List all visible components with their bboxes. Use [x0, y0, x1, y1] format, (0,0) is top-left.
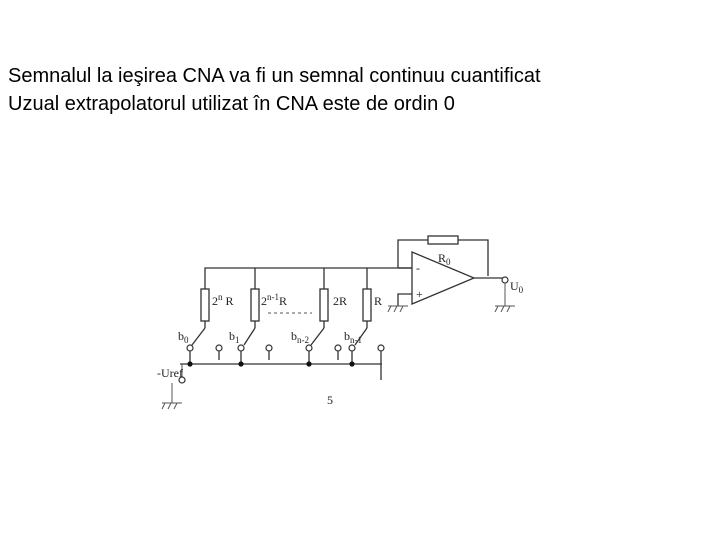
resistor-ladder	[201, 289, 382, 321]
resistor-label-3: R	[374, 294, 383, 308]
opamp-ground-icon	[388, 306, 408, 312]
opamp-minus-label: -	[416, 261, 420, 275]
slide-line-2: Uzual extrapolatorul utilizat în CNA este de ordin 0	[8, 93, 455, 115]
resistor-2n-r	[201, 289, 209, 321]
output-ground-icon	[495, 306, 515, 312]
opamp	[398, 252, 474, 306]
output-node	[474, 277, 524, 306]
bus-node	[349, 361, 354, 366]
bit-label-b1: $b_1$	[229, 329, 240, 345]
bus-node	[238, 361, 243, 366]
slide-line-1: Semnalul la ieşirea CNA va fi un semnal continuu cuantificat	[8, 65, 541, 87]
vref-label: -Uref	[157, 366, 183, 380]
opamp-plus-label: +	[416, 287, 423, 301]
resistor-label-0: 2$^n$ R	[212, 292, 234, 308]
output-label: $U_0$	[510, 279, 524, 295]
bit-label-bn-1: $b_{n-1}$	[344, 329, 362, 345]
switch-bn-2	[306, 328, 341, 351]
summing-bus	[205, 268, 412, 289]
feedback-resistor-label: $R_0$	[438, 251, 451, 267]
feedback-resistor	[428, 236, 458, 244]
bus-node	[306, 361, 311, 366]
resistor-r	[363, 289, 371, 321]
bus-node	[187, 361, 192, 366]
output-terminal	[502, 277, 508, 283]
switch-b0	[187, 328, 222, 351]
resistor-2n-1-r	[251, 289, 259, 321]
vref-ground-icon	[162, 398, 182, 409]
bit-label-bn-2: $b_{n-2}$	[291, 329, 309, 345]
switch-b1	[238, 328, 272, 351]
bit-label-b0: $b_0$	[178, 329, 189, 345]
resistor-label-2: 2R	[333, 294, 348, 308]
resistor-label-1: 2$^{n-1}$R	[261, 292, 288, 308]
switch-leads	[205, 321, 367, 328]
reference-bus	[172, 351, 382, 398]
resistor-2r	[320, 289, 328, 321]
bottom-label: 5	[327, 393, 333, 407]
